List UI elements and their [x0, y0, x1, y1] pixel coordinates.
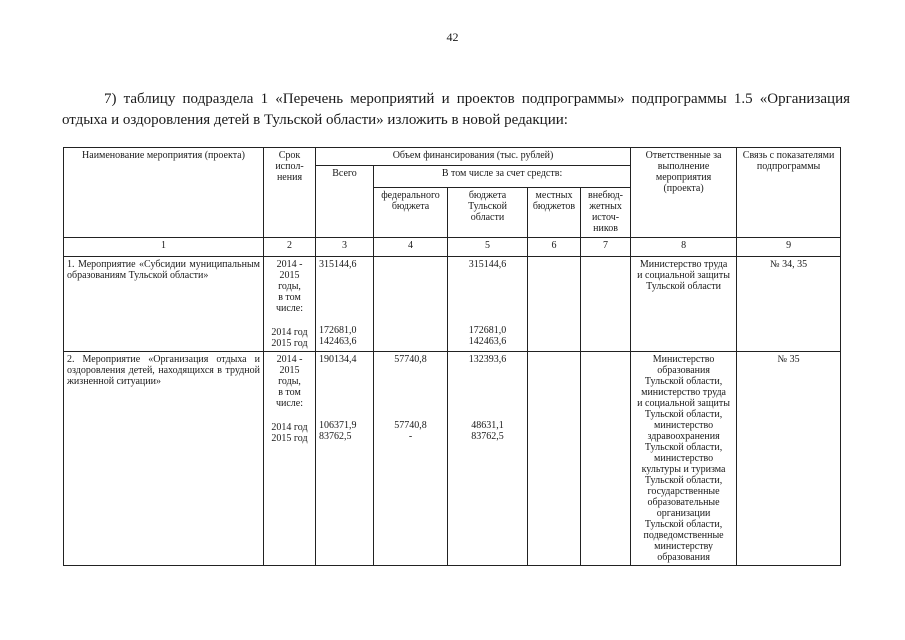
- header-regional: бюджета Тульской области: [448, 188, 528, 238]
- column-number: 6: [528, 238, 581, 257]
- measure-local: [528, 352, 581, 566]
- header-responsible: Ответственные за выполнение мероприятия (проекта): [631, 148, 737, 238]
- table-row: [64, 352, 841, 566]
- header-including: В том числе за счет средств:: [374, 166, 631, 188]
- column-number: 1: [64, 238, 264, 257]
- measure-term: 2014 - 2015 годы, в том числе: 2014 год 2015 год: [264, 352, 316, 566]
- measure-federal: 57740,8 57740,8 -: [374, 352, 448, 566]
- measure-local: [528, 257, 581, 352]
- column-number: 3: [316, 238, 374, 257]
- column-numbers-row: [64, 238, 841, 257]
- table-row: [64, 257, 841, 352]
- measure-responsible: Министерство образования Тульской области, министерство труда и социальной защиты Тульской области, министерство здравоохранения Тульской области, министерство культуры и туризма Тульской области, государственные образовательные организации Тульской области, подведомственные министерству образования: [631, 352, 737, 566]
- measure-regional: 315144,6 172681,0 142463,6: [448, 257, 528, 352]
- column-number: 7: [581, 238, 631, 257]
- header-link: Связь с показателями подпрограммы: [737, 148, 841, 238]
- measure-link: № 35: [737, 352, 841, 566]
- measures-table: [63, 147, 841, 566]
- measure-total: 190134,4 106371,9 83762,5: [316, 352, 374, 566]
- measure-regional: 132393,6 48631,1 83762,5: [448, 352, 528, 566]
- measure-name: 1. Мероприятие «Субсидии муниципальным образованиям Тульской области»: [64, 257, 264, 352]
- measure-name: 2. Мероприятие «Организация отдыха и оздоровления детей, находящихся в трудной жизненной ситуации»: [64, 352, 264, 566]
- measure-responsible: Министерство труда и социальной защиты Тульской области: [631, 257, 737, 352]
- header-term: Срок испол- нения: [264, 148, 316, 238]
- header-funding: Объем финансирования (тыс. рублей): [316, 148, 631, 166]
- header-federal: федерального бюджета: [374, 188, 448, 238]
- measure-extra: [581, 257, 631, 352]
- column-number: 4: [374, 238, 448, 257]
- header-total: Всего: [316, 166, 374, 238]
- column-number: 2: [264, 238, 316, 257]
- header-extra: внебюд- жетных источ- ников: [581, 188, 631, 238]
- measure-total: 315144,6 172681,0 142463,6: [316, 257, 374, 352]
- page-number: 42: [446, 30, 459, 44]
- measure-federal: [374, 257, 448, 352]
- measure-link: № 34, 35: [737, 257, 841, 352]
- header-local: местных бюджетов: [528, 188, 581, 238]
- intro-paragraph: 7) таблицу подраздела 1 «Перечень мероприятий и проектов подпрограммы» подпрограммы 1.5 «Организация отдыха и оздоровления детей в Тульской области» изложить в новой редакции:: [62, 91, 850, 128]
- header-name: Наименование мероприятия (проекта): [64, 148, 264, 238]
- column-number: 5: [448, 238, 528, 257]
- column-number: 9: [737, 238, 841, 257]
- column-number: 8: [631, 238, 737, 257]
- measure-term: 2014 - 2015 годы, в том числе: 2014 год 2015 год: [264, 257, 316, 352]
- measure-extra: [581, 352, 631, 566]
